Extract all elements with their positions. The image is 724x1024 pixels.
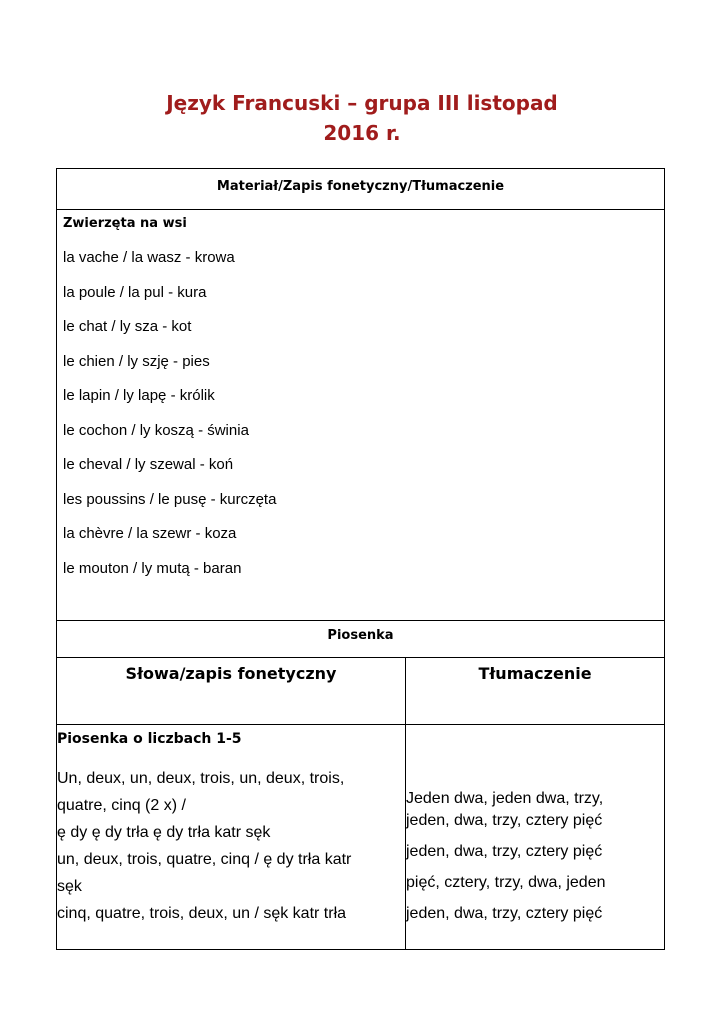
translation-cell bbox=[406, 725, 665, 950]
list-item: les poussins / le pusę - kurczęta bbox=[63, 490, 277, 508]
lyric-line: un, deux, trois, quatre, cinq / ę dy trła katr bbox=[57, 851, 352, 868]
lesson-table bbox=[56, 168, 665, 950]
list-item: la poule / la pul - kura bbox=[63, 283, 207, 301]
translation-line: Jeden dwa, jeden dwa, trzy, bbox=[406, 790, 604, 807]
list-item: le lapin / ly lapę - królik bbox=[63, 387, 215, 404]
list-item: le chat / ly sza - kot bbox=[63, 318, 192, 335]
lyric-line: Un, deux, un, deux, trois, un, deux, trois, bbox=[57, 770, 345, 787]
translation-line: jeden, dwa, trzy, cztery pięć bbox=[406, 843, 603, 860]
list-item: la chèvre / la szewr - koza bbox=[63, 525, 237, 542]
column-header-right: Tłumaczenie bbox=[406, 658, 665, 725]
lyric-line: ę dy ę dy trła ę dy trła katr sęk bbox=[57, 824, 271, 841]
lyrics bbox=[57, 765, 401, 927]
document-title bbox=[0, 88, 724, 148]
song-header: Piosenka bbox=[57, 621, 665, 658]
title-line-2: 2016 r. bbox=[323, 121, 401, 145]
animals-section bbox=[57, 210, 665, 621]
table-header: Materiał/Zapis fonetyczny/Tłumaczenie bbox=[57, 169, 665, 210]
animals-list bbox=[57, 246, 664, 591]
translation-line: jeden, dwa, trzy, cztery pięć bbox=[406, 905, 603, 922]
lyric-line: cinq, quatre, trois, deux, un / sęk katr trła bbox=[57, 905, 347, 922]
translation-line: jeden, dwa, trzy, cztery pięć bbox=[406, 812, 603, 829]
lyric-line: sęk bbox=[57, 878, 82, 895]
list-item: le chien / ly szję - pies bbox=[63, 352, 210, 370]
lyrics-cell bbox=[57, 725, 406, 950]
list-item: le cheval / ly szewal - koń bbox=[63, 456, 234, 473]
title-line-1: Język Francuski – grupa III listopad bbox=[166, 91, 558, 115]
list-item: la vache / la wasz - krowa bbox=[63, 249, 235, 266]
section-title: Zwierzęta na wsi bbox=[63, 216, 187, 231]
list-item: le cochon / ly koszą - świnia bbox=[63, 421, 249, 439]
column-header-left: Słowa/zapis fonetyczny bbox=[57, 658, 406, 725]
song-title: Piosenka o liczbach 1-5 bbox=[57, 731, 242, 747]
lyric-line: quatre, cinq (2 x) / bbox=[57, 797, 186, 814]
list-item: le mouton / ly mutą - baran bbox=[63, 559, 242, 577]
translation-line: pięć, cztery, trzy, dwa, jeden bbox=[406, 874, 606, 891]
